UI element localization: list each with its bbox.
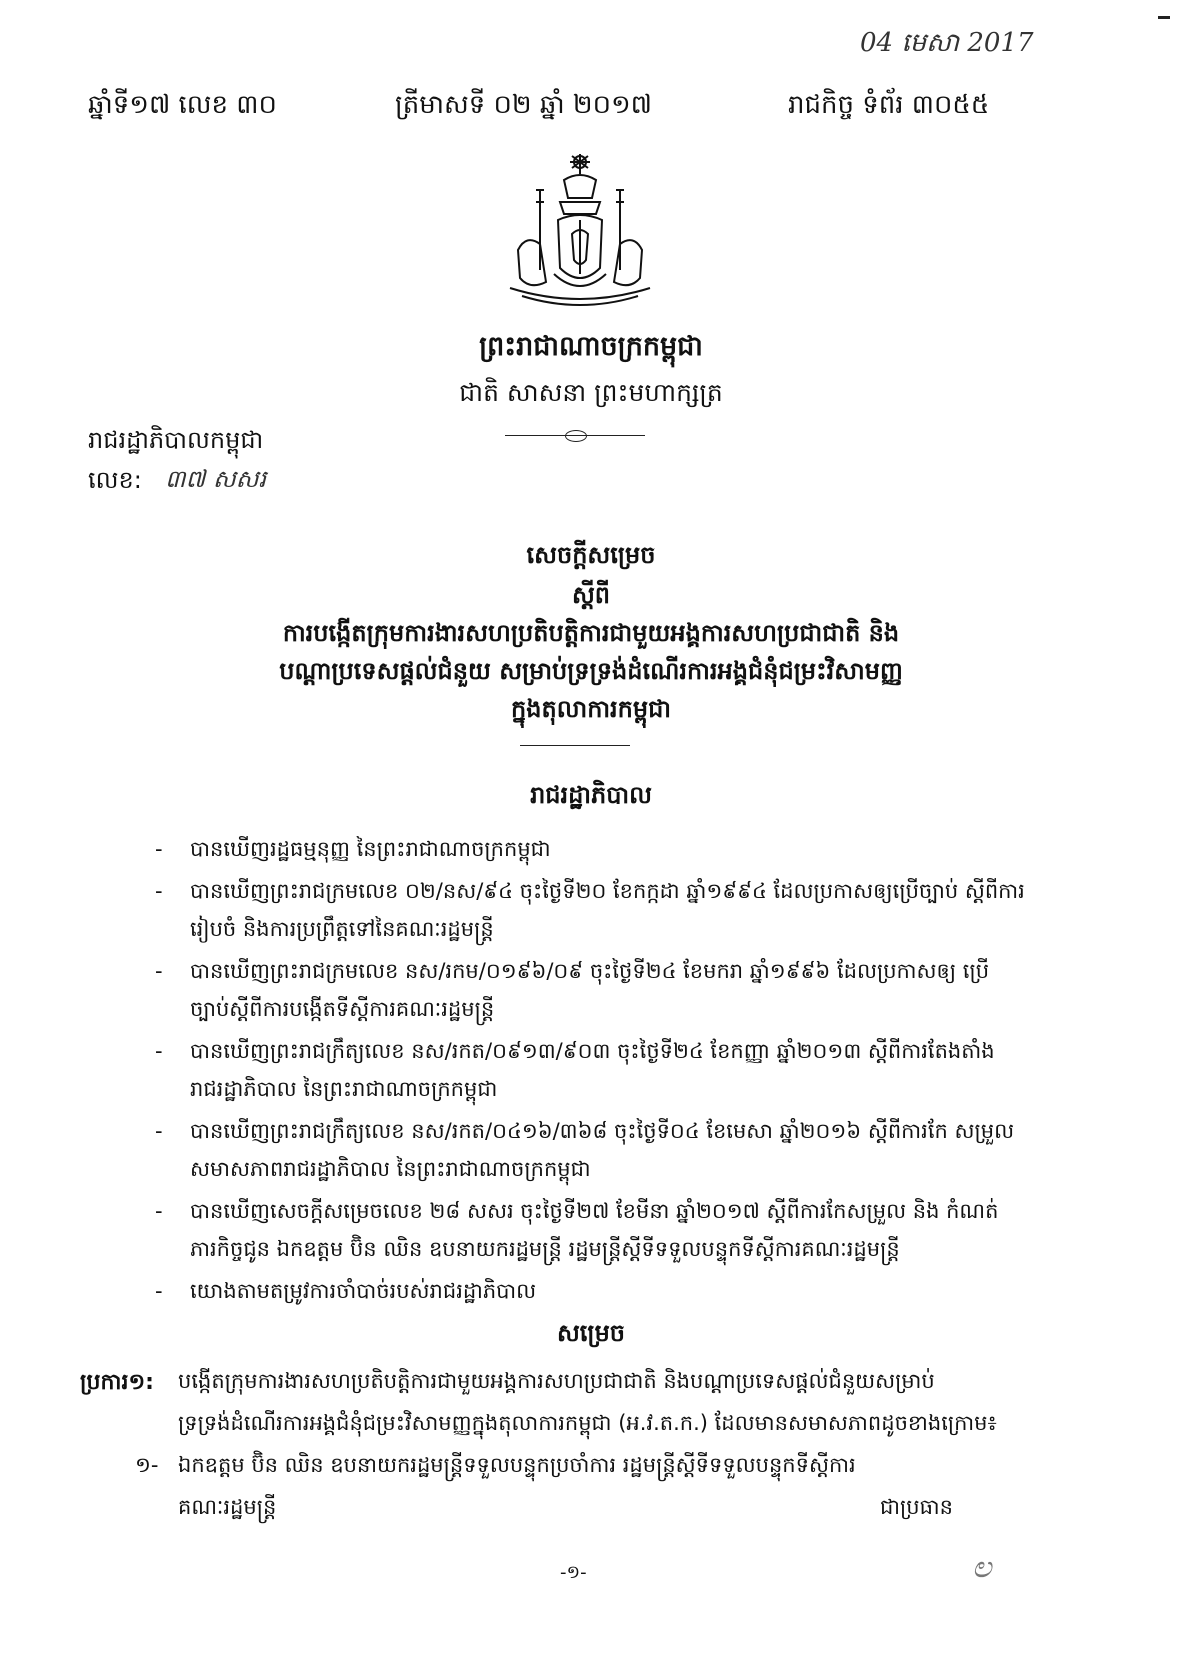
handwritten-date: 04 មេសា 2017	[860, 28, 1034, 58]
preamble-item: - យោងតាមតម្រូវការចាំបាច់របស់រាជរដ្ឋាភិបាល	[155, 1279, 537, 1303]
document-type: សេចក្តីសម្រេច	[526, 541, 656, 569]
title-about: ស្តីពី	[571, 581, 611, 609]
motto-divider-ornament	[565, 430, 587, 442]
kingdom-name: ព្រះរាជាណាចក្រកម្ពុជា	[479, 331, 703, 362]
title-line-1: ការបង្កើតក្រុមការងារសហប្រតិបត្តិការជាមួយអង្គការសហប្រជាជាតិ និង	[282, 619, 900, 647]
member-1-line-2: គណៈរដ្ឋមន្ត្រី	[178, 1495, 277, 1519]
preamble-item: - បានឃើញព្រះរាជក្រមលេខ នស/រកម/០១៩៦/០៩ ចុះថ្ងៃទី២៤ ខែមករា ឆ្នាំ១៩៩៦ ដែលប្រកាសឲ្យ ប្រើច្បាប់ស្តីពីការបង្កើតទីស្តីការគណៈរដ្ឋមន្ត្រី	[155, 959, 990, 1021]
decision-number-label: លេខ:	[88, 466, 142, 494]
title-divider	[520, 745, 630, 746]
header-issue-number: ឆ្នាំទី១៧ លេខ ៣០	[88, 90, 277, 120]
corner-handwritten-note: ಲ	[972, 1550, 992, 1585]
preamble-item: - បានឃើញព្រះរាជក្រមលេខ ០២/នស/៩៤ ចុះថ្ងៃទី២០ ខែកក្កដា ឆ្នាំ១៩៩៤ ដែលប្រកាសឲ្យប្រើច្បាប់ ស្តីពីការរៀបចំ និងការប្រព្រឹត្តទៅនៃគណៈរដ្ឋមន្ត្រី	[155, 879, 1025, 941]
title-line-3: ក្នុងតុលាការកម្ពុជា	[511, 695, 671, 723]
header-quarter: ត្រីមាសទី ០២ ឆ្នាំ ២០១៧	[395, 90, 652, 120]
national-motto: ជាតិ សាសនា ព្រះមហាក្សត្រ	[459, 378, 723, 407]
decision-number-value: ៣៧ សសរ	[165, 465, 267, 493]
header-gazette-page: រាជកិច្ច ទំព័រ ៣០៥៥	[788, 90, 990, 120]
article-1-line-1: បង្កើតក្រុមការងារសហប្រតិបត្តិការជាមួយអង្គការសហប្រជាជាតិ និងបណ្តាប្រទេសផ្តល់ជំនួយសម្រាប់	[178, 1369, 935, 1393]
article-1-label: ប្រការ១:	[80, 1370, 154, 1395]
preamble-item: - បានឃើញសេចក្តីសម្រេចលេខ ២៨ សសរ ចុះថ្ងៃទី២៧ ខែមីនា ឆ្នាំ២០១៧ ស្តីពីការកែសម្រួល និង កំណត់ភារកិច្ចជូន ឯកឧត្តម ប៊ិន ឈិន ឧបនាយករដ្ឋមន្ត្រី រដ្ឋមន្ត្រីស្តីទីទទួលបន្ទុកទីស្តីការគណៈរដ្ឋមន្ត្រី	[155, 1199, 999, 1261]
preamble-item: - បានឃើញរដ្ឋធម្មនុញ្ញ នៃព្រះរាជាណាចក្រកម្ពុជា	[155, 837, 551, 861]
article-1-line-2: ទ្រទ្រង់ដំណើរការអង្គជំនុំជម្រះវិសាមញ្ញក្នុងតុលាការកម្ពុជា (អ.វ.ត.ក.) ដែលមានសមាសភាពដូចខាងក្រោម៖	[178, 1411, 997, 1435]
title-line-2: បណ្តាប្រទេសផ្តល់ជំនួយ សម្រាប់ទ្រទ្រង់ដំណើរការអង្គជំនុំជម្រះវិសាមញ្ញ	[279, 657, 903, 685]
member-1-role: ជាប្រធាន	[880, 1495, 953, 1519]
royal-coat-of-arms-icon	[500, 150, 660, 315]
page-number: -១-	[560, 1562, 587, 1583]
preamble-item: - បានឃើញព្រះរាជក្រឹត្យលេខ នស/រកត/០៤១៦/៣៦៨ ចុះថ្ងៃទី០៤ ខែមេសា ឆ្នាំ២០១៦ ស្តីពីការកែ សម្រួលសមាសភាពរាជរដ្ឋាភិបាល នៃព្រះរាជាណាចក្រកម្ពុជា	[155, 1119, 1015, 1181]
preamble-item: - បានឃើញព្រះរាជក្រឹត្យលេខ នស/រកត/០៩១៣/៩០៣ ចុះថ្ងៃទី២៤ ខែកញ្ញា ឆ្នាំ២០១៣ ស្តីពីការតែងតាំង រាជរដ្ឋាភិបាល នៃព្រះរាជាណាចក្រកម្ពុជា	[155, 1039, 995, 1101]
member-1-number: ១-	[135, 1453, 159, 1477]
member-1-line-1: ឯកឧត្តម ប៊ិន ឈិន ឧបនាយករដ្ឋមន្ត្រីទទួលបន្ទុកប្រចាំការ រដ្ឋមន្ត្រីស្តីទីទទួលបន្ទុកទីស្តីការ	[178, 1453, 856, 1477]
corner-mark	[1158, 16, 1170, 19]
preamble-list	[155, 830, 1025, 1314]
authority-heading: រាជរដ្ឋាភិបាល	[530, 781, 652, 809]
decision-heading: សម្រេច	[556, 1319, 626, 1347]
issuer-name: រាជរដ្ឋាភិបាលកម្ពុជា	[88, 426, 264, 454]
